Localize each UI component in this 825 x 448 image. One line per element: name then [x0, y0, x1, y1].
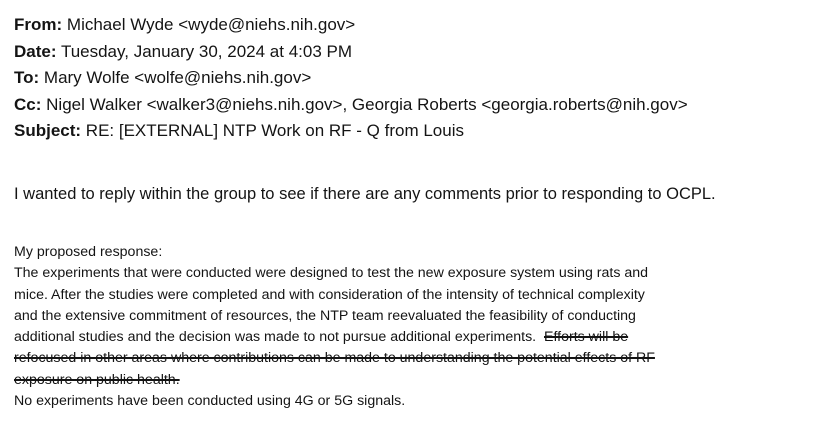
cc-value: Nigel Walker <walker3@niehs.nih.gov>, Georgia Roberts <georgia.roberts@nih.gov> [46, 94, 688, 114]
from-value: Michael Wyde <wyde@niehs.nih.gov> [66, 15, 356, 34]
subject-label: Subject: [14, 121, 82, 140]
date-line [14, 39, 819, 66]
to-label: To: [14, 68, 40, 87]
response-line-4-text: additional studies and the decision was made to not pursue additional experiments. [14, 329, 544, 346]
subject-line [14, 118, 819, 145]
to-line [14, 65, 819, 92]
proposed-response [14, 242, 814, 412]
date-value: Tuesday, January 30, 2024 at 4:03 PM [60, 41, 353, 61]
cc-label: Cc: [14, 94, 42, 114]
to-value: Mary Wolfe <wolfe@niehs.nih.gov> [43, 68, 312, 87]
struck-text-middle: refocused in other areas where contributions can be made to understanding the potential effects of RF [14, 350, 655, 367]
struck-text-start: Efforts will be [544, 329, 629, 346]
response-line-7: No experiments have been conducted using 4G or 5G signals. [14, 393, 406, 410]
subject-value: RE: [EXTERNAL] NTP Work on RF - Q from Louis [85, 121, 464, 140]
response-line-2: mice. After the studies were completed and with consideration of the intensity of technical complexity [14, 286, 645, 303]
from-line [14, 12, 819, 39]
intro-paragraph: I wanted to reply within the group to see if there are any comments prior to responding to OCPL. [14, 185, 716, 203]
email-header [14, 12, 819, 145]
response-line-1: The experiments that were conducted were designed to test the new exposure system using rats and [14, 265, 649, 282]
response-line-5 [14, 348, 814, 369]
response-line-3: and the extensive commitment of resources, the NTP team reevaluated the feasibility of conducting [14, 307, 636, 324]
response-line-6 [14, 370, 814, 391]
date-label: Date: [14, 41, 57, 61]
struck-text-end: exposure on public health. [14, 371, 180, 388]
response-line-4 [14, 327, 814, 348]
cc-line [14, 92, 819, 119]
response-heading: My proposed response: [14, 244, 163, 260]
from-label: From: [14, 15, 63, 34]
